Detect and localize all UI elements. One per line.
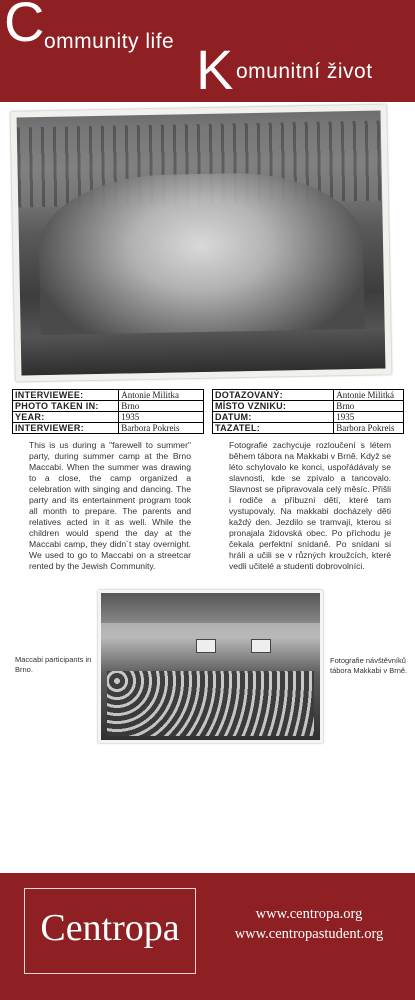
- info-value: Barbora Pokreis: [119, 423, 204, 434]
- title-cz-initial: K: [196, 38, 234, 101]
- title-en: ommunity life: [44, 30, 175, 53]
- info-key: DATUM:: [213, 412, 334, 423]
- info-table-en: [12, 389, 204, 434]
- info-row: [13, 401, 204, 412]
- info-row: [13, 390, 204, 401]
- secondary-photo-image: [101, 593, 320, 740]
- info-key: DOTAZOVANÝ:: [213, 390, 334, 401]
- website-link-centropa[interactable]: www.centropa.org: [255, 906, 363, 922]
- info-row: [13, 423, 204, 434]
- photo-flag: [251, 639, 271, 653]
- story-text-en: This is us during a "farewell to summer" party, during summer camp at the Brno Maccabi. When the summer was drawing to a close, the camp organized a celebration with singing and dancing. The party and its entertainment program took all month to prepare. The parents and relatives acted in it as well. While the children would spend the day at the Maccabi camp, they didn´t stay overnight. We used to go to Maccabi on a streetcar rented by the Jewish Community.: [29, 440, 191, 571]
- info-key: INTERVIEWEE:: [13, 390, 119, 401]
- info-value: Brno: [119, 401, 204, 412]
- info-value: Antonie Militka: [119, 390, 204, 401]
- photo-flag: [196, 639, 216, 653]
- info-key: INTERVIEWER:: [13, 423, 119, 434]
- secondary-photo: [98, 590, 323, 743]
- photo-roof: [101, 593, 320, 623]
- info-value: Brno: [334, 401, 404, 412]
- info-row: [213, 401, 404, 412]
- info-key: PHOTO TAKEN IN:: [13, 401, 119, 412]
- centropa-logo: Centropa: [40, 907, 180, 949]
- info-row: [213, 412, 404, 423]
- main-photo-image: [17, 111, 386, 376]
- info-value: Antonie Militká: [334, 390, 404, 401]
- photo-grass: [21, 328, 386, 375]
- photo-caption-cz: Fotografie návštěvníků tábora Makkabi v Brně.: [330, 656, 408, 675]
- info-row: [213, 390, 404, 401]
- info-row: [213, 423, 404, 434]
- story-text-cz: Fotografie zachycuje rozloučení s létem během tábora na Makkabi v Brně. Když se léto schylovalo ke konci, uspořádávaly se slavnosti, kde se zpívalo a tancovalo. Slavnost se připravovala celý měsíc. Přišli i rodiče a příbuzní dětí, které tam vystupovaly. Na makkabi docházely děti každý den. Jezdilo se tramvají, kterou si pronajala židovská obec. Po příchodu je čekala perfektní snídaně. Po snídani si hráli a učili se v různých kroužcích, které vedli učitelé a studenti dobrovolníci.: [229, 440, 391, 571]
- info-key: MÍSTO VZNIKU:: [213, 401, 334, 412]
- info-table-cz: [212, 389, 404, 434]
- info-value: 1935: [334, 412, 404, 423]
- main-photo: [10, 104, 391, 381]
- title-cz: omunitní život: [236, 60, 373, 83]
- info-row: [13, 412, 204, 423]
- info-key: TAZATEL:: [213, 423, 334, 434]
- website-link-centropastudent[interactable]: www.centropastudent.org: [234, 926, 384, 942]
- photo-participants-group: [107, 671, 314, 736]
- info-value: 1935: [119, 412, 204, 423]
- photo-caption-en: Maccabi participants in Brno.: [15, 655, 92, 674]
- info-value: Barbora Pokreis: [334, 423, 404, 434]
- title-en-initial: C: [4, 0, 45, 53]
- info-key: YEAR:: [13, 412, 119, 423]
